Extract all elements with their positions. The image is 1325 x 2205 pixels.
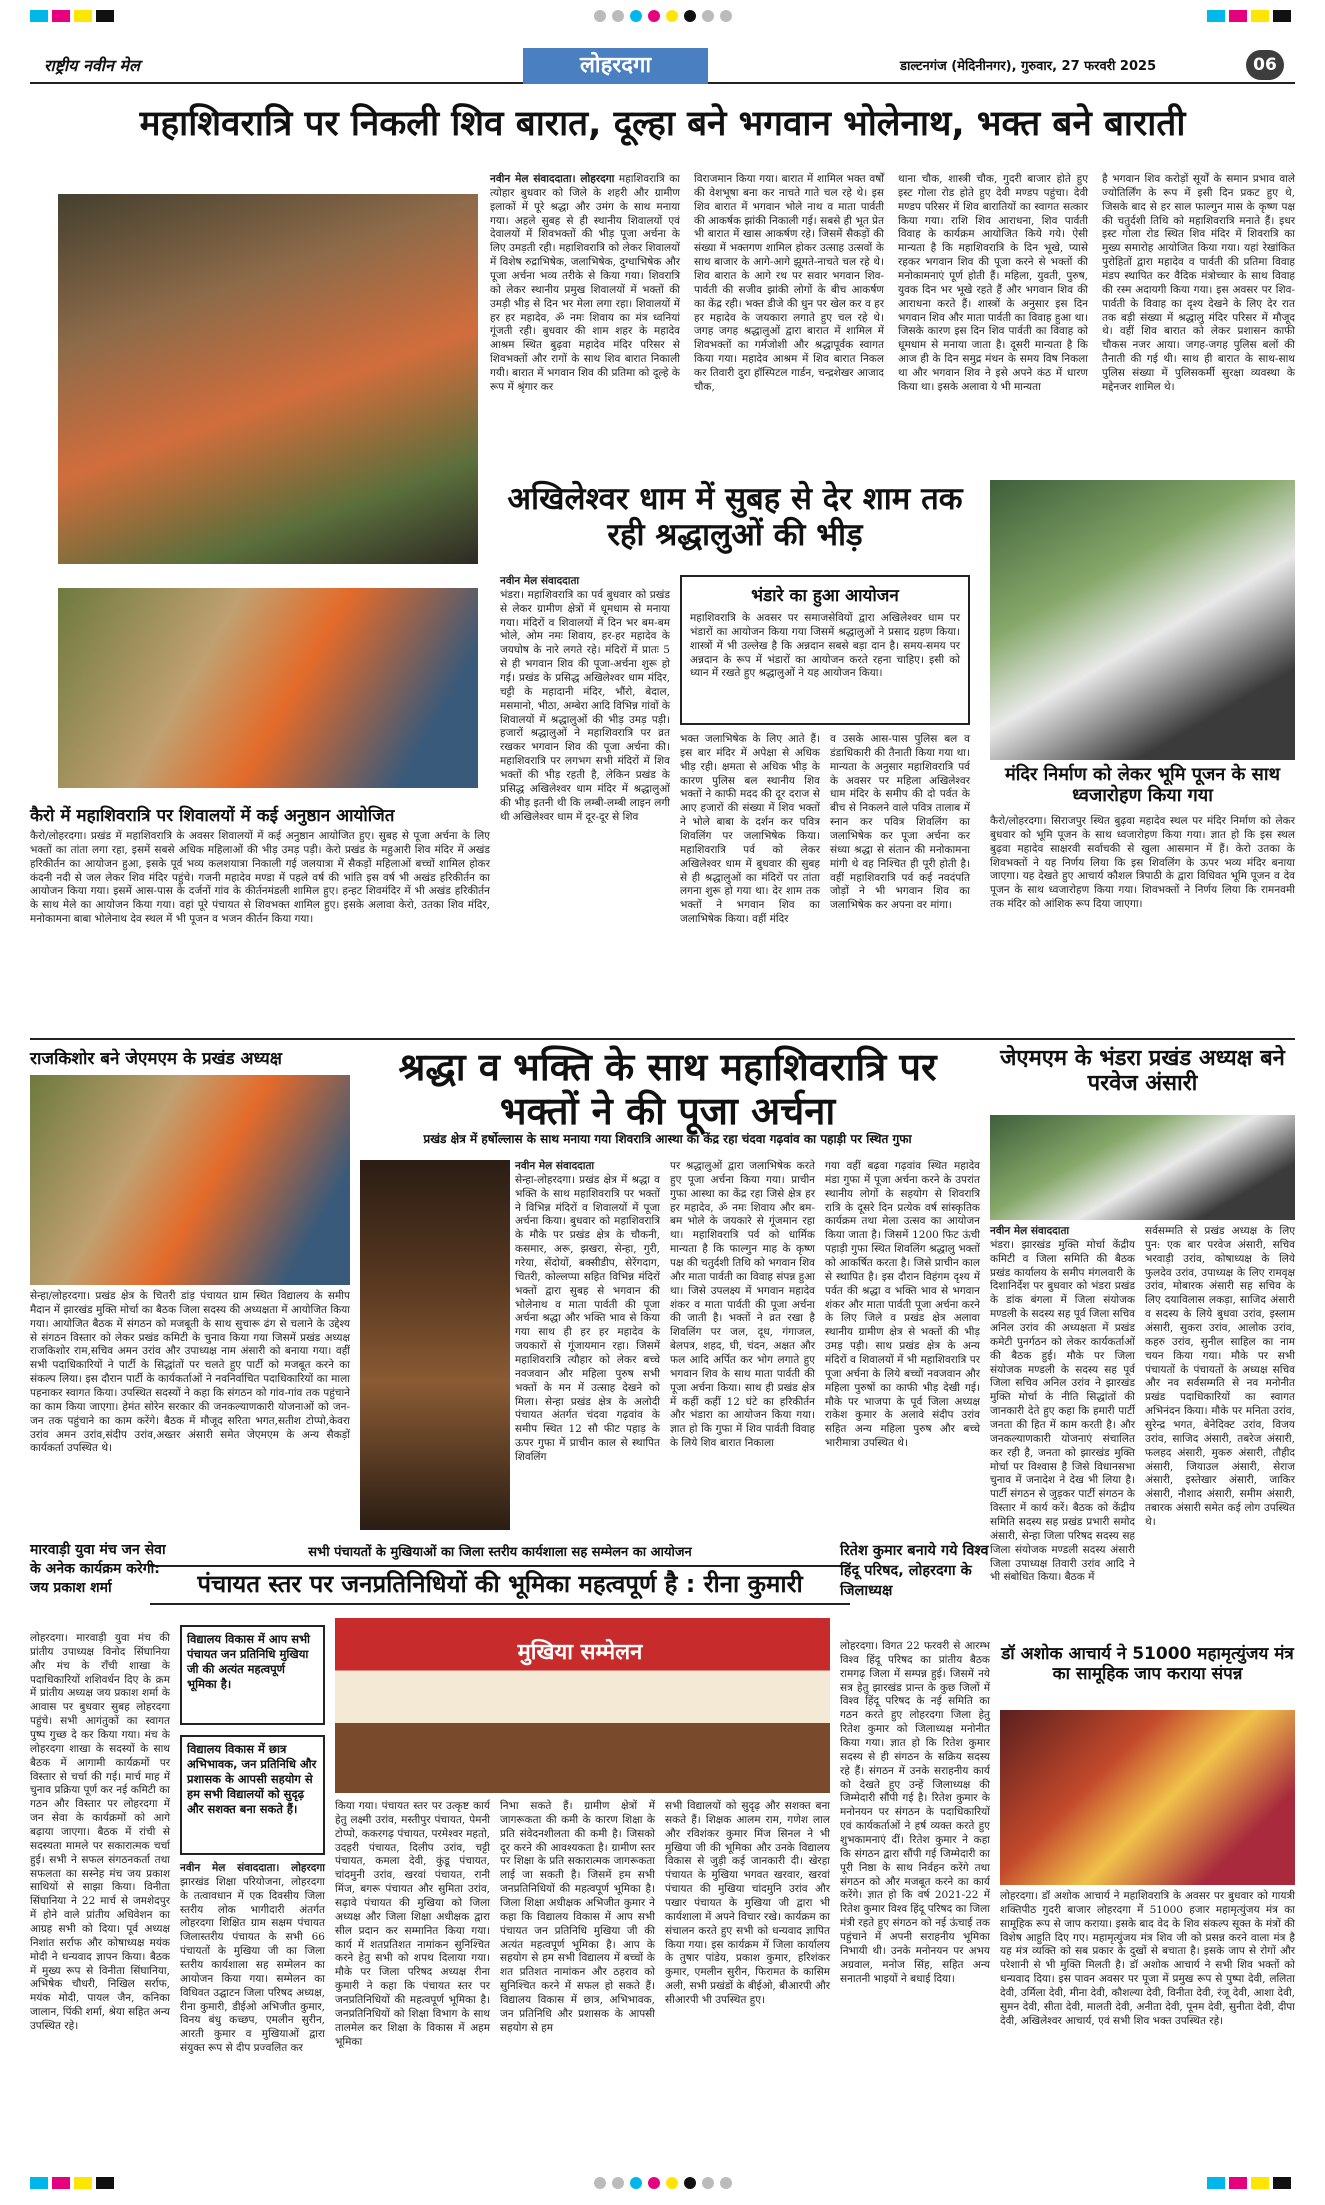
- panchayat-kicker: सभी पंचायतों के मुखियाओं का जिला स्तरीय कार्यशाला सह सम्मेलन का आयोजन: [308, 1545, 692, 1560]
- parvez-headline: जेएमएम के भंडरा प्रखंड अध्यक्ष बने परवेज अंसारी: [1000, 1046, 1285, 1097]
- ritesh-headline: रितेश कुमार बनाये गये विश्व हिंदू परिषद, लोहरदगा के जिलाध्यक्ष: [840, 1543, 989, 1599]
- cmyk-swatches-right: [1207, 2177, 1295, 2189]
- register-dot: [684, 2177, 696, 2189]
- cmyk-swatches-left: [30, 10, 118, 22]
- magenta-swatch: [52, 2177, 70, 2189]
- shraddha-col-1-text: सेन्हा-लोहरदगा। प्रखंड क्षेत्र में श्रद्धा व भक्ति के साथ महाशिवरात्रि पर भक्तों ने विभिन्न मंदिरों व शिवालयों में पूजा अर्चना किया। बुधवार को महाशिवरात्रि के मौके पर प्रखंड क्षेत्र के चौकनी, कसमार, अरू, झखरा, सेन्हा, गुरी, गरेया, सेंदोयों, बक्सीडीप, सेरेंगदाग, चितरी, कोल्लप्पा सहित विभिन्न मंदिरों भक्तों द्वारा सुबह से भगवान की भोलेनाथ व माता पार्वती की पूजा अर्चना श्रद्धा और भक्ति भाव से किया गया साथ ही हर हर महादेव के जयकारों से गूंजायमान रहा। जिसमें महाशिवरात्रि त्यौहार को लेकर बच्चे नवजवान और महिला पुरुष सभी भक्तों के मन में उत्साह देखने को मिला। सेन्हा प्रखंड क्षेत्र के अलोदी पंचायत अंतर्गत चंदवा गढ़वांव के समीप स्थित 12 सौ फीट पहाड़ के ऊपर गुफा में प्राचीन काल से स्थापित शिवलिंग: [515, 1173, 660, 1464]
- section-divider: [30, 1038, 1295, 1040]
- section-label: लोहरदगा: [523, 48, 708, 84]
- register-dot: [630, 10, 642, 22]
- cyan-swatch: [1207, 10, 1225, 22]
- cyan-swatch: [30, 2177, 48, 2189]
- jmm-meeting-photo: [30, 1075, 350, 1285]
- register-dot: [702, 10, 714, 22]
- bhandara-box: [680, 575, 970, 725]
- mantra-jaap-photo: [1000, 1710, 1295, 1885]
- shiv-barat-photo: [58, 194, 478, 564]
- rajkishor-headline: राजकिशोर बने जेएमएम के प्रखंड अध्यक्ष: [30, 1049, 282, 1069]
- cyan-swatch: [30, 10, 48, 22]
- panchayat-col-4: सभी विद्यालयों को सुदृढ़ और सशक्त बना सकते हैं। शिक्षक आलम राम, गणेश लाल और रविशंकर कुमार मिंज सिनल ने भी मुखिया जी की भूमिका और उनके विद्यालय विकास से जुड़ी कई जानकारी दी। खेरहा पंचायत के मुखिया भगवत खरवार, खरवां पंचायत की मुखिया चांदमुनि उरांव और पखार पंचायत के मुखिया जी द्वारा भी कार्यशाला में अपने विचार रखे। कार्यक्रम का संचालन करते हुए सभी को धन्यवाद ज्ञापित किया गया। इस कार्यक्रम में जिला कार्यालय के तुषार पांडेय, प्रकाश कुमार, हरिशंकर कुमार, एमलीन सुरीन, फिरामत के कासिम अली, सभी प्रखंडों के बीईओ, बीआरपी और सीआरपी भी उपस्थित हुए।: [665, 1800, 830, 2007]
- parvez-col-1: [990, 1225, 1135, 1584]
- panchayat-headline: पंचायत स्तर पर जनप्रतिनिधियों की भूमिका महत्वपूर्ण है : रीना कुमारी: [150, 1565, 850, 1605]
- register-dot: [594, 2177, 606, 2189]
- black-swatch: [1273, 2177, 1291, 2189]
- marwari-text: लोहरदगा। मारवाड़ी युवा मंच की प्रांतीय उपाध्यक्ष विनोद सिंघानिया और मंच के राँची शाखा के पदाधिकारियों शशिवर्धन दिए के क्रम में प्रांतीय अध्यक्ष जय प्रकाश शर्मा के आवास पर बुधवार सुबह लोहरदगा पहुंचे। सभी आगंतुकों का स्वागत पुष्प गुच्छ दे कर किया गया। मंच के लोहरदगा शाखा के सदस्यों के साथ बैठक में आगामी कार्यक्रमों पर विस्तार से चर्चा की गई। मार्च माह में चुनाव प्रक्रिया पूर्ण कर नई कमिटी का गठन और विस्तार पर लोहरदगा में जन सेवा के कार्यक्रमों को आगे बढ़ाया जाएगा। बैठक में रांची से सदस्यता मामले पर सकारात्मक चर्चा हुई। सभी ने सफल संगठनकर्ता तथा सफलता का सस्नेह मंच जय प्रकाश साथियों से साझा किया। विनीता सिंघानिया ने 22 मार्च से जमशेदपुर में होने वाले प्रांतीय अधिवेशन का आग्रह सभी को दिया। पूर्व अध्यक्ष निशांत सर्राफ और कोषाध्यक्ष मयंक मोदी ने धन्यवाद ज्ञापन किया। बैठक में मुख्य रूप से विनीता सिंघानिया, अभिषेक चौधरी, निखिल सर्राफ, मयंक मोदी, पायल जैन, कनिका जालान, पिंकी शर्मा, श्रेया सहित अन्य उपस्थित रहे।: [30, 1632, 170, 2033]
- quote-2-text: विद्यालय विकास में छात्र अभिभावक, जन प्रतिनिधि और प्रशासक के आपसी सहयोग से हम सभी विद्यालयों को सुदृढ़ और सशक्त बना सकते हैं।: [187, 1742, 317, 1816]
- main-story-col-4: है भगवान शिव करोड़ों सूर्यों के समान प्रभाव वाले ज्योतिर्लिंग के रूप में इसी दिन प्रकट हुए थे, जिसके बाद से हर साल फाल्गुन मास के कृष्ण पक्ष की चतुर्दशी तिथि को महाशिवरात्रि मनाते हैं। इधर इस्ट गोला रोड स्थित शिव मंदिर में शिवरात्रि का मुख्य समारोह आयोजित किया गया। यहां रेखांकित पुरोहितों द्वारा महादेव व पार्वती की प्रतिमा विवाह मंडप स्थापित कर वैदिक मंत्रोच्चार के साथ विवाह की रस्म अदायगी किया गया। इस अवसर पर शिव-पार्वती के विवाह का दृश्य देखने के लिए देर रात तक बड़ी संख्या में श्रद्धालु मंदिर परिसर में मौजूद थे। वहीं शिव बारात को लेकर प्रशासन काफी चौकस नजर आया। जगह-जगह पुलिस बलों की तैनाती की गई थी। साथ ही बारात के साथ-साथ पुलिस संख्या में पुलिसकर्मी सुरक्षा व्यवस्था के मद्देनजर शामिल थे।: [1102, 173, 1295, 393]
- masthead: [30, 48, 1295, 84]
- register-dot: [612, 10, 624, 22]
- shraddha-byline: नवीन मेल संवाददाता: [515, 1160, 595, 1172]
- ashok-headline: डॉ अशोक आचार्य ने 51000 महामृत्युंजय मंत्र का सामूहिक जाप कराया संपन्न: [1001, 1644, 1294, 1684]
- rajkishor-text: सेन्हा/लोहरदगा। प्रखंड क्षेत्र के चितरी डांड़ पंचायत ग्राम स्थित विद्यालय के समीप मैदान में झारखंड मुक्ति मोर्चा का बैठक जिला सदस्य की अध्यक्षता में आयोजित किया गया। आयोजित बैठक में संगठन को मजबूती के साथ सुचारू ढंग से चलाने के उद्देश्य से संगठन विस्तार को लेकर प्रखंड कमिटी के चुनाव किया गया जिसमें प्रखंड अध्यक्ष राजकिशोर राम,सचिव अमन उरांव और उपाध्यक्ष नाम अंसारी को बनाया गया। वहीं सभी पदाधिकारियों ने पार्टी के सिद्धांतों पर चलते हुए पार्टी को मजबूत करने का संकल्प लिया। इस दौरान पार्टी के कार्यकर्ताओं ने नवनिर्वाचित पदाधिकारियों का माला पहनाकर स्वागत किया। उपस्थित सदस्यों ने कहा कि संगठन को गांव-गांव तक पहुंचाने का काम किया जाएगा। हेमंत सोरेन सरकार की जनकल्याणकारी योजनाओं को जन-जन तक पहुंचाने का काम करेंगे। बैठक में मौजूद सरिता भगत,सतीश टोप्पो,केवरा उरांव अमन उरांव,संदीप उरांव,अख्तर अंसारी समेत जेएमएम के अन्य सैकड़ों कार्यकर्ता उपस्थित थे।: [30, 1290, 350, 1455]
- kairo-text: कैरो/लोहरदगा। प्रखंड में महाशिवरात्रि के अवसर शिवालयों में कई अनुष्ठान आयोजित हुए। सुबह से पूजा अर्चना के लिए भक्तों का तांता लगा रहा, इसमें सबसे अधिक महिलाओं की भीड़ उमड़ पड़ी। केरो प्रखंड के महुआरी शिव मंदिर में अखंड हरिकीर्तन का आयोजन हुआ, इसके पूर्व भव्य कलशयात्रा निकाली गई जलयात्रा में सैकड़ों महिलाओं बच्चों शामिल होकर कंदनी नदी से जल लेकर शिव मंदिर पहुंचे। गजनी महादेव मण्डा में पहले वर्ष की भांति इस वर्ष भी अखंड हरिकीर्तन का आयोजन किया गया। इसमें आस-पास के दर्जनों गांव के कीर्तनमंडली शामिल हुए। हन्हट शिवमंदिर में भी अखंड हरिकीर्तन के साथ मेले का आयोजन किया गया। वहां पूरे पंचायत से शिवभक्त शामिल हुए। इसके अलावा केरो, उतका शिव मंदिर, मनोकामना बाबा भोलेनाथ देव स्थल में भी पूजन व भजन कीर्तन किया गया।: [30, 830, 490, 926]
- bhoomi-pujan-photo: [990, 480, 1295, 760]
- panchayat-byline: नवीन मेल संवाददाता। लोहरदगा: [180, 1862, 325, 1874]
- cmyk-swatches-left: [30, 2177, 118, 2189]
- panchayat-quote-1: [180, 1625, 325, 1725]
- panchayat-col-1-text: झारखंड शिक्षा परियोजना, लोहरदगा के तत्वावधान में एक दिवसीय जिला स्तरीय लोक भागीदारी अंतर्गत लोहरदगा शिक्षित ग्राम सक्षम पंचायत जिलास्तरीय पंचायत के सभी 66 पंचायतों के मुखिया जी का जिला स्तरीय कार्यशाला सह सम्मेलन का आयोजन किया गया। सम्मेलन का विधिवत उद्घाटन जिला परिषद अध्यक्ष, रीना कुमारी, डीईओ अभिजीत कुमार, विनय बंधु कच्छप, एमलीन सुरीन, आरती कुमार व मुखियाओं द्वारा संयुक्त रूप से दीप प्रज्वलित कर: [180, 1875, 325, 2055]
- kairo-headline: कैरो में महाशिवरात्रि पर शिवालयों में कई अनुष्ठान आयोजित: [30, 806, 395, 826]
- register-dot: [684, 10, 696, 22]
- register-dot: [666, 2177, 678, 2189]
- shraddha-headline: श्रद्धा व भक्ति के साथ महाशिवरात्रि पर भक्तों ने की पूजा अर्चना: [398, 1045, 937, 1133]
- register-dots-top: [591, 10, 735, 22]
- register-dots-bottom: [591, 2177, 735, 2189]
- sammelan-banner: मुखिया सम्मेलन: [517, 1640, 643, 1665]
- register-dot: [720, 10, 732, 22]
- quote-1-text: विद्यालय विकास में आप सभी पंचायत जन प्रतिनिधि मुखिया जी की अत्यंत महत्वपूर्ण भूमिका है।: [187, 1632, 311, 1691]
- register-dot: [666, 10, 678, 22]
- shraddha-col-1: [515, 1160, 660, 1530]
- dateline: डाल्टनगंज (मेदिनीनगर), गुरुवार, 27 फरवरी 2025: [900, 59, 1157, 74]
- shraddha-subheadline: प्रखंड क्षेत्र में हर्षोल्लास के साथ मनाया गया शिवरात्रि आस्था का केंद्र रहा चंदवा गढ़वांव का पहाड़ी पर स्थित गुफा: [423, 1132, 912, 1146]
- yellow-swatch: [1251, 10, 1269, 22]
- cave-photo: [360, 1160, 510, 1530]
- register-dot: [648, 10, 660, 22]
- register-dot: [720, 2177, 732, 2189]
- mukhiya-sammelan-photo: [335, 1618, 830, 1793]
- shraddha-col-3: गया वहीं बढ़वा गढ़वांव स्थित महादेव मंडा गुफा में पूजा अर्चना करने के उपरांत स्थानीय लोगों के सहयोग से शिवरात्रि रात्रि के दूसरे दिन प्रत्येक वर्ष सांस्कृतिक कार्यक्रम तथा मेला उत्सव का आयोजन किया जाता है। जिसमें 1200 फिट ऊंची पहाड़ी गुफा स्थित शिवलिंग श्रद्धालु भक्तों को आकर्षित करता है। जिसे प्राचीन काल से स्थापित है। इस दौरान विहंगम दृश्य में पर्वत की श्रद्धा व भक्ति भाव से भगवान शंकर और माता पार्वती पूजा अर्चना करने के लिए जिले व प्रखंड क्षेत्र अलावा स्थानीय ग्रामीण क्षेत्र से भक्तों की भीड़ उमड़ पड़ी। साथ प्रखंड क्षेत्र के अन्य मंदिरों व शिवालयों में भी महाशिवरात्रि पर पूजा अर्चना के लिये बच्चों नवजवान और महिला पुरुषों का काफी भीड़ देखी गई। मौके पर भाजपा के पूर्व जिला अध्यक्ष राकेश कुमार के अलावे संदीप उरांव सहित अन्य महिला पुरुष और बच्चे भारीमात्रा उपस्थित थे।: [825, 1160, 980, 1450]
- yellow-swatch: [74, 10, 92, 22]
- bhoomi-pujan-text: कैरो/लोहरदगा। सिराजपुर स्थित बुढ़वा महादेव स्थल पर मंदिर निर्माण को लेकर बुधवार को भूमि पूजन के साथ ध्वजारोहण किया गया। ज्ञात हो कि इस स्थल बुढ़वा महादेव साक्षरवी सर्वाचकी से खुला आसमान में हैं। केरो उतका के शिवभक्तों ने यह निर्णय लिया कि इस शिवलिंग के ऊपर भव्य मंदिर बनाया जाएगा। यह देखते हुए आचार्य कौशल त्रिपाठी के द्वारा विधिवत भूमि पूजन व देव पूजन के साथ ध्वजारोहण किया गया। शिवभक्तों ने निर्णय लिया कि रामनवमी तक मंदिर को आंशिक रूप दिया जाएगा।: [990, 815, 1295, 911]
- ashok-text: लोहरदगा। डॉ अशोक आचार्य ने महाशिवरात्रि के अवसर पर बुधवार को गायत्री शक्तिपीठ गुदरी बाजार लोहरदगा में 51000 हजार महामृत्युंजय मंत्र का सामूहिक रूप से जाप कराया। इसके बाद वेद के शिव संकल्प सूक्त के मंत्रों की विशेष आहुति दिए गए। महामृत्युंजय मंत्र शिव जी को प्रसन्न करने वाला मंत्र है यह मंत्र व्यक्ति को सब प्रकार के दुखों से बचाता है। इसके जाप से रोगों और परेशानी से भी मुक्ति मिलती है। डॉ अशोक आचार्य ने सभी शिव भक्तों को धन्यवाद दिया। इस पावन अवसर पर पूजा में प्रमुख रूप से पुष्पा देवी, ललिता देवी, उर्मिला देवी, मीना देवी, कौशल्या देवी, विनीता देवी, रंजू देवी, आशा देवी, सुमन देवी, सीता देवी, मालती देवी, अनीता देवी, पूनम देवी, सुनीता देवी, दीपा देवी, अखिलेश्वर आचार्य, एवं सभी शिव भक्त उपस्थित रहे।: [1000, 1890, 1295, 2027]
- yellow-swatch: [1251, 2177, 1269, 2189]
- black-swatch: [96, 10, 114, 22]
- paper-name: राष्ट्रीय नवीन मेल: [44, 56, 140, 75]
- bhandara-title: भंडारे का हुआ आयोजन: [751, 586, 899, 606]
- panchayat-quote-2: [180, 1735, 325, 1855]
- main-story-col-2: विराजमान किया गया। बारात में शामिल भक्त वर्षों की वेशभूषा बना कर नाचते गाते चल रहे थे। इस शिव बारात में भगवान भोले नाथ व माता पार्वती की आकर्षक झांकी निकाली गई। सबसे ही भूत प्रेत भी बारात में खास आकर्षण रहे। जिसमें सैकड़ों की संख्या में भक्तगण शामिल होकर उत्साह उत्सवों के साथ बाजार के आगे-आगे झूमते-नाचते चल रहे थे। शिव बारात के आगे रथ पर सवार भगवान शिव-पार्वती की सजीव झांकी लोगों के बीच आकर्षण का केंद्र रही। भक्त डीजे की धुन पर खेल कर व हर हर महादेव के जयकारा लगाते हुए चल रहे थे। जगह जगह श्रद्धालुओं द्वारा बारात में शामिल में शिवभक्तों का गर्मजोशी और श्रद्धापूर्वक स्वागत किया गया। महादेव आश्रम में शिव बारात निकल कर तिवारी दुरा हॉस्पिटल गार्डन, चन्द्रशेखर आजाद चौक,: [694, 173, 884, 393]
- kairo-temple-photo: [58, 588, 478, 788]
- register-dot: [702, 2177, 714, 2189]
- black-swatch: [1273, 10, 1291, 22]
- akhileshwar-byline: नवीन मेल संवाददाता: [500, 575, 580, 587]
- cmyk-swatches-right: [1207, 10, 1295, 22]
- panchayat-col-3: निभा सकते हैं। ग्रामीण क्षेत्रों में जागरूकता की कमी के कारण शिक्षा के प्रति संवेदनशीलता की कमी है। जिसको दूर करने की आवश्यकता है। ग्रामीण स्तर पर शिक्षा के प्रति सकारात्मक जागरूकता लाई जा सकती है। जिसमें हम सभी जनप्रतिनिधियों की महत्वपूर्ण भूमिका है। जिला शिक्षा अधीक्षक अभिजीत कुमार ने कहा कि विद्यालय विकास में आप सभी पंचायत जन प्रतिनिधि मुखिया जी की अत्यंत महत्वपूर्ण भूमिका है। आप के सहयोग से हम सभी विद्यालय में बच्चों के शत प्रतिशत नामांकन और ठहराव को सुनिश्चित करने में सफल हो सकते हैं। विद्यालय विकास में छात्र, अभिभावक, जन प्रतिनिधि और प्रशासक के आपसी सहयोग से हम: [500, 1800, 655, 2034]
- register-dot: [612, 2177, 624, 2189]
- register-dot: [594, 10, 606, 22]
- ritesh-text: लोहरदगा। विगत 22 फरवरी से आरम्भ विश्व हिंदू परिषद का प्रांतीय बैठक रामगढ़ जिला में सम्पन्न हुई। जिसमें नये सत्र हेतु झारखंड प्रान्त के कुछ जिलों में विश्व हिंदू परिषद के नई समिति का गठन करते हुए लोहरदगा जिला हेतु रितेश कुमार को जिलाध्यक्ष मनोनीत किया गया। ज्ञात हो कि रितेश कुमार सदस्य से ही संगठन के सक्रिय सदस्य रहे हैं। संगठन में उनके सराहनीय कार्य को देखते हुए उन्हें जिलाध्यक्ष की जिम्मेदारी सौंपी गई है। रितेश कुमार के मनोनयन पर संगठन के पदाधिकारियों एवं कार्यकर्ताओं ने हर्ष व्यक्त करते हुए शुभकामनाएं दीं। रितेश कुमार ने कहा कि संगठन द्वारा सौंपी गई जिम्मेदारी का पूरी निष्ठा के साथ निर्वहन करेंगे तथा संगठन को और मजबूत करने का कार्य करेंगे। ज्ञात हो कि वर्ष 2021-22 में रितेश कुमार विश्व हिंदू परिषद का जिला मंत्री रहते हुए संगठन को नई ऊंचाई तक पहुंचाने में अपनी सराहनीय भूमिका निभायी थी। उनके मनोनयन पर अभय अग्रवाल, मनोज सिंह, सहित अन्य सनातनी भाइयों ने बधाई दिया।: [840, 1640, 991, 1985]
- akhileshwar-col-1: [500, 575, 670, 1030]
- akhileshwar-col-3: व उसके आस-पास पुलिस बल व डंडाधिकारी की तैनाती किया गया था। मान्यता के अनुसार महाशिवरात्रि पर्व के अवसर पर महिला अखिलेश्वर धाम मंदिर के समीप की दो पर्वत के बीच से निकलने वाले पवित्र तालाब में स्नान कर पवित्र शिवलिंग का जलाभिषेक कर पूजा अर्चना कर संध्या श्रद्धा से संतान की मनोकामना मांगी थे वह निश्चित ही पूरी होती है। वहीं महाशिवरात्रि पर्व कई नवदंपति जोड़ों ने भी भगवान शिव का जलाभिषेक कर अपना वर मांगा।: [830, 733, 970, 912]
- main-headline: महाशिवरात्रि पर निकली शिव बारात, दूल्हा बने भगवान भोलेनाथ, भक्त बने बाराती: [139, 104, 1186, 144]
- marwari-headline: मारवाड़ी युवा मंच जन सेवा के अनेक कार्यक्रम करेगी: जय प्रकाश शर्मा: [30, 1542, 166, 1596]
- main-story-col-1: [490, 173, 680, 478]
- magenta-swatch: [1229, 2177, 1247, 2189]
- bhandara-text: महाशिवरात्रि के अवसर पर समाजसेवियों द्वारा अखिलेश्वर धाम पर भंडारों का आयोजन किया गया जिसमें श्रद्धालुओं ने प्रसाद ग्रहण किया। शास्त्रों में भी उल्लेख है कि अन्नदान सबसे बड़ा दान है। समय-समय पर अन्नदान के रूप में भंडारों का आयोजन करते रहना चाहिए। इसी को ध्यान में रखते हुए श्रद्धालुओं ने यह आयोजन किया।: [690, 612, 960, 680]
- main-story-col-1-text: महाशिवरात्रि का त्योहार बुधवार को जिले के शहरी और ग्रामीण इलाकों में पूरे श्रद्धा और उमंग के साथ मनाया गया। अहले सुबह से ही स्थानीय शिवालयों एवं देवालयों में शिवभक्तों की भीड़ पूजा अर्चना के लिए उमड़ती रही। महाशिवरात्रि को लेकर शिवालयों में विशेष रुद्राभिषेक, जलाभिषेक, दुग्धाभिषेक और पूजा अर्चना भव्य तरीके से किया गया। शिवरात्रि को लेकर स्थानीय प्रमुख शिवालयों में भक्तों की उमड़ी भीड़ से दिन भर मेला लगा रहा। शिवालयों में हर हर महादेव, ॐ नमः शिवाय का मंत्र ध्वनियां गूंजती रही। बुधवार की शाम शहर के महादेव आश्रम स्थित बुढ़वा महादेव मंदिर परिसर से शिवभक्तों और रागों के साथ शिव बारात निकाली गयी। बारात में भगवान शिव की प्रतिमा को दूल्हे के रूप में श्रृंगार कर: [490, 173, 681, 393]
- panchayat-col-1: [180, 1862, 325, 2160]
- yellow-swatch: [74, 2177, 92, 2189]
- shraddha-col-2: पर श्रद्धालुओं द्वारा जलाभिषेक करते हुए पूजा अर्चना किया गया। प्राचीन गुफा आस्था का केंद्र रहा जिसे क्षेत्र हर हर महादेव, ॐ नमः शिवाय और बम-बम भोले के जयकारे से गूंजमान रहा था। महाशिवरात्रि पर्व को धार्मिक मान्यता है कि फाल्गुन माह के कृष्ण पक्ष की चतुर्दशी तिथि को भगवान शिव और माता पार्वती का विवाह संपन्न हुआ था। जिसे उपलक्ष्य में भगवान महादेव शंकर व माता पार्वती की पूजा अर्चना की जाती है। भक्तों ने व्रत रखा है शिवलिंग पर जल, दूध, गंगाजल, बेलपत्र, शहद, घी, चंदन, अक्षत और फल आदि अर्पित कर भोग लगाते हुए भगवान शिव के साथ माता पार्वती की पूजा अर्चना किया। साथ ही प्रखंड क्षेत्र में कहीं कहीं 12 घंटे का हरिकीर्तन और भंडारा का आयोजन किया गया। ज्ञात हो कि गुफा में शिव पार्वती विवाह के लिये शिव बारात निकाला: [670, 1160, 815, 1450]
- magenta-swatch: [52, 10, 70, 22]
- register-dot: [630, 2177, 642, 2189]
- parvez-photo: [990, 1115, 1295, 1220]
- akhileshwar-col-2: भक्त जलाभिषेक के लिए आते हैं। इस बार मंदिर में अपेक्षा से अधिक भीड़ रही। क्षमता से अधिक भीड़ के कारण पुलिस बल स्थानीय शिव भक्तों ने काफी मदद की दूर दराज से आए हजारों की संख्या में शिव भक्तों ने भोले बाबा के दर्शन कर पवित्र शिवलिंग पर जलाभिषेक किया। महाशिवरात्रि पर्व को लेकर अखिलेश्वर धाम में बुधवार की सुबह से ही श्रद्धालुओं का मंदिरों पर तांता लगना शुरू हो गया था। देर शाम तक भक्तों ने भगवान शिव का जलाभिषेक किया। वहीं मंदिर: [680, 733, 820, 926]
- akhileshwar-col-1-text: भंडरा। महाशिवरात्रि का पर्व बुधवार को प्रखंड से लेकर ग्रामीण क्षेत्रों में धूमधाम से मनाया गया। मंदिरों व शिवालयों में दिन भर बम-बम भोले, ओम नमः शिवाय, हर-हर महादेव के जयघोष के नारे लगते रहे। मंदिरों में प्रातः 5 से ही भगवान शिव की पूजा-अर्चना शुरू हो गई। प्रखंड के प्रसिद्ध अखिलेश्वर धाम मंदिर, चट्टी के महादानी मंदिर, भौंरो, बेदाल, मसमानो, भीठा, अम्बेरा आदि विभिन्न गांवों के शिवालयों में श्रद्धालुओं की भीड़ उमड़ पड़ी। हजारों श्रद्धालुओं ने महाशिवरात्रि पर व्रत रखकर भगवान शिव की पूजा अर्चना की। महाशिवरात्रि पर लगभग सभी मंदिरों में शिव भक्तों की भीड़ रहती है, लेकिन प्रखंड के प्रसिद्ध अखिलेश्वर धाम मंदिर में श्रद्धालुओं की भीड़ इतनी थी कि लम्बी-लम्बी लाइन लगी थी अखिलेश्वर धाम में दूर-दूर से शिव: [500, 588, 670, 823]
- main-story-text: [490, 173, 1295, 478]
- parvez-byline: नवीन मेल संवाददाता: [990, 1225, 1070, 1237]
- register-dot: [648, 2177, 660, 2189]
- cyan-swatch: [1207, 2177, 1225, 2189]
- bottom-registration-bar: [30, 2175, 1295, 2191]
- main-story-col-3: थाना चौक, शास्त्री चौक, गुदरी बाजार होते हुए इस्ट गोला रोड होते हुए देवी मण्डप पहुंचा। देवी मण्डप परिसर में शिव बारातियों का स्वागत सत्कार किया गया। राशि शिव आराधना, शिव पार्वती विवाह के कार्यक्रम आयोजित किये गये। ऐसी मान्यता है कि महाशिवरात्रि के दिन भूखे, प्यासे रहकर भगवान शिव की पूजा करने से भक्तों की मनोकामनाएं पूर्ण होती हैं। महिला, युवती, पुरुष, युवक दिन भर भूखे रहते हैं और भगवान शिव की आराधना करते हैं। शास्त्रों के अनुसार इस दिन भगवान शिव और माता पार्वती का विवाह हुआ था। जिसके कारण इस दिन शिव पार्वती का विवाह को धूमधाम से मनाया जाता है। दूसरी मान्यता है कि आज ही के दिन समुद्र मंथन के समय विष निकला था और भगवान शिव ने इसे अपने कंठ में धारण किया था। इसके अलावा ये भी मान्यता: [898, 173, 1088, 393]
- top-registration-bar: [30, 8, 1295, 24]
- black-swatch: [96, 2177, 114, 2189]
- akhileshwar-headline: अखिलेश्वर धाम में सुबह से देर शाम तक रही श्रद्धालुओं की भीड़: [507, 481, 963, 553]
- parvez-col-2: सर्वसम्मति से प्रखंड अध्यक्ष के लिए पुन: एक बार परवेज अंसारी, सचिव भरवाड़ी उरांव, कोषाध्यक्ष के लिये फुलदेव उरांव, उपाध्यक्ष के लिए रामवृक्ष उरांव, मोबारक अंसारी सह सचिव के लिए दयाविलास लकड़ा, साजिद अंसारी व सदस्य के लिये बुधवा उरांव, इस्लाम अंसारी, सुकरा उरांव, आलोक उरांव, कहरु उरांव, सुनील साहिल का नाम चयन किया गया। मौके पर सभी पंचायतों के पंचायतों के अध्यक्ष सचिव और नव सर्वसम्मति से नव मनोनीत प्रखंड पदाधिकारियों का स्वागत अभिनंदन किया। मौके पर मनिता उरांव, सुरेन्द्र भगत, बेनेदिक्ट उरांव, विजय उरांव, साजिद अंसारी, तबरेज अंसारी, फलहद अंसारी, मुकरु अंसारी, तौहीद अंसारी, जियाउल अंसारी, सेराज अंसारी, इस्तेखार अंसारी, जाकिर अंसारी, नौशाद अंसारी, समीम अंसारी, तबारक अंसारी समेत कई लोग उपस्थित थे।: [1145, 1225, 1295, 1529]
- main-story-byline: नवीन मेल संवाददाता। लोहरदगा: [490, 173, 615, 185]
- bhoomi-pujan-headline: मंदिर निर्माण को लेकर भूमि पूजन के साथ ध्वजारोहण किया गया: [1005, 764, 1280, 806]
- parvez-col-1-text: भंडरा। झारखंड मुक्ति मोर्चा केंद्रीय कमिटी व जिला समिति की बैठक प्रखंड कार्यालय के समीप मंगलवारी के दिशानिर्देश पर बुधवार को भंडरा प्रखंड के डांक बंगला में जिला संयोजक मण्डली के सदस्य सह पूर्व जिला सचिव अनिल उरांव की अध्यक्षता में प्रखंड कमेटी पुनर्गठन को लेकर कार्यकर्ताओं की बैठक हुई। मौके पर जिला संयोजक मण्डली के सदस्य सह पूर्व जिला सचिव अनिल उरांव ने झारखंड मुक्ति मोर्चा के नीति सिद्धांतों की जानकारी देते हुए कहा कि हमारी पार्टी जनता की हित में काम करती है। और जनकल्याणकारी योजनाएं संचालित कर रही है, जनता को झारखंड मुक्ति मोर्चा पर विश्वास है जिसे विधानसभा चुनाव में जनादेश ने देख भी लिया है। पार्टी संगठन से जुड़कर पार्टी संगठन के विस्तार में कार्य करें। बैठक को केंद्रीय समिति सदस्य सह प्रखंड प्रभारी समोद अंसारी, सेन्हा जिला परिषद सदस्य सह जिला संयोजक मण्डली सदस्य अंसारी जिला उपाध्यक्ष तिवारी उरांव आदि ने भी संबोधित किया। बैठक में: [990, 1238, 1135, 1584]
- page-number-badge: 06: [1246, 50, 1284, 80]
- magenta-swatch: [1229, 10, 1247, 22]
- panchayat-col-2: किया गया। पंचायत स्तर पर उत्कृष्ट कार्य हेतु लक्ष्मी उरांव, मस्तीपुर पंचायत, पेमनी टोप्पो, ककरगढ़ पंचायत, परमेश्वर महतो, उदहरी पंचायत, दिलीप उरांव, चट्टी पंचायत, कमला देवी, कुंडू पंचायत, चांदमुनी उरांव, खरवां पंचायत, रानी मिंज, बगरू पंचायत और सुमिता उरांव, सढ़ावे पंचायत की मुखिया को जिला अध्यक्ष और जिला शिक्षा अधीक्षक द्वारा सील प्रदान कर सम्मानित किया गया। कार्य में शतप्रतिशत नामांकन सुनिश्चित करने हेतु सभी को शपथ दिलाया गया। मौके पर जिला परिषद अध्यक्ष रीना कुमारी ने कहा कि पंचायत स्तर पर जनप्रतिनिधियों की महत्वपूर्ण भूमिका है। जनप्रतिनिधियों को शिक्षा विभाग के साथ तालमेल कर शिक्षा के विकास में अहम भूमिका: [335, 1800, 490, 2048]
